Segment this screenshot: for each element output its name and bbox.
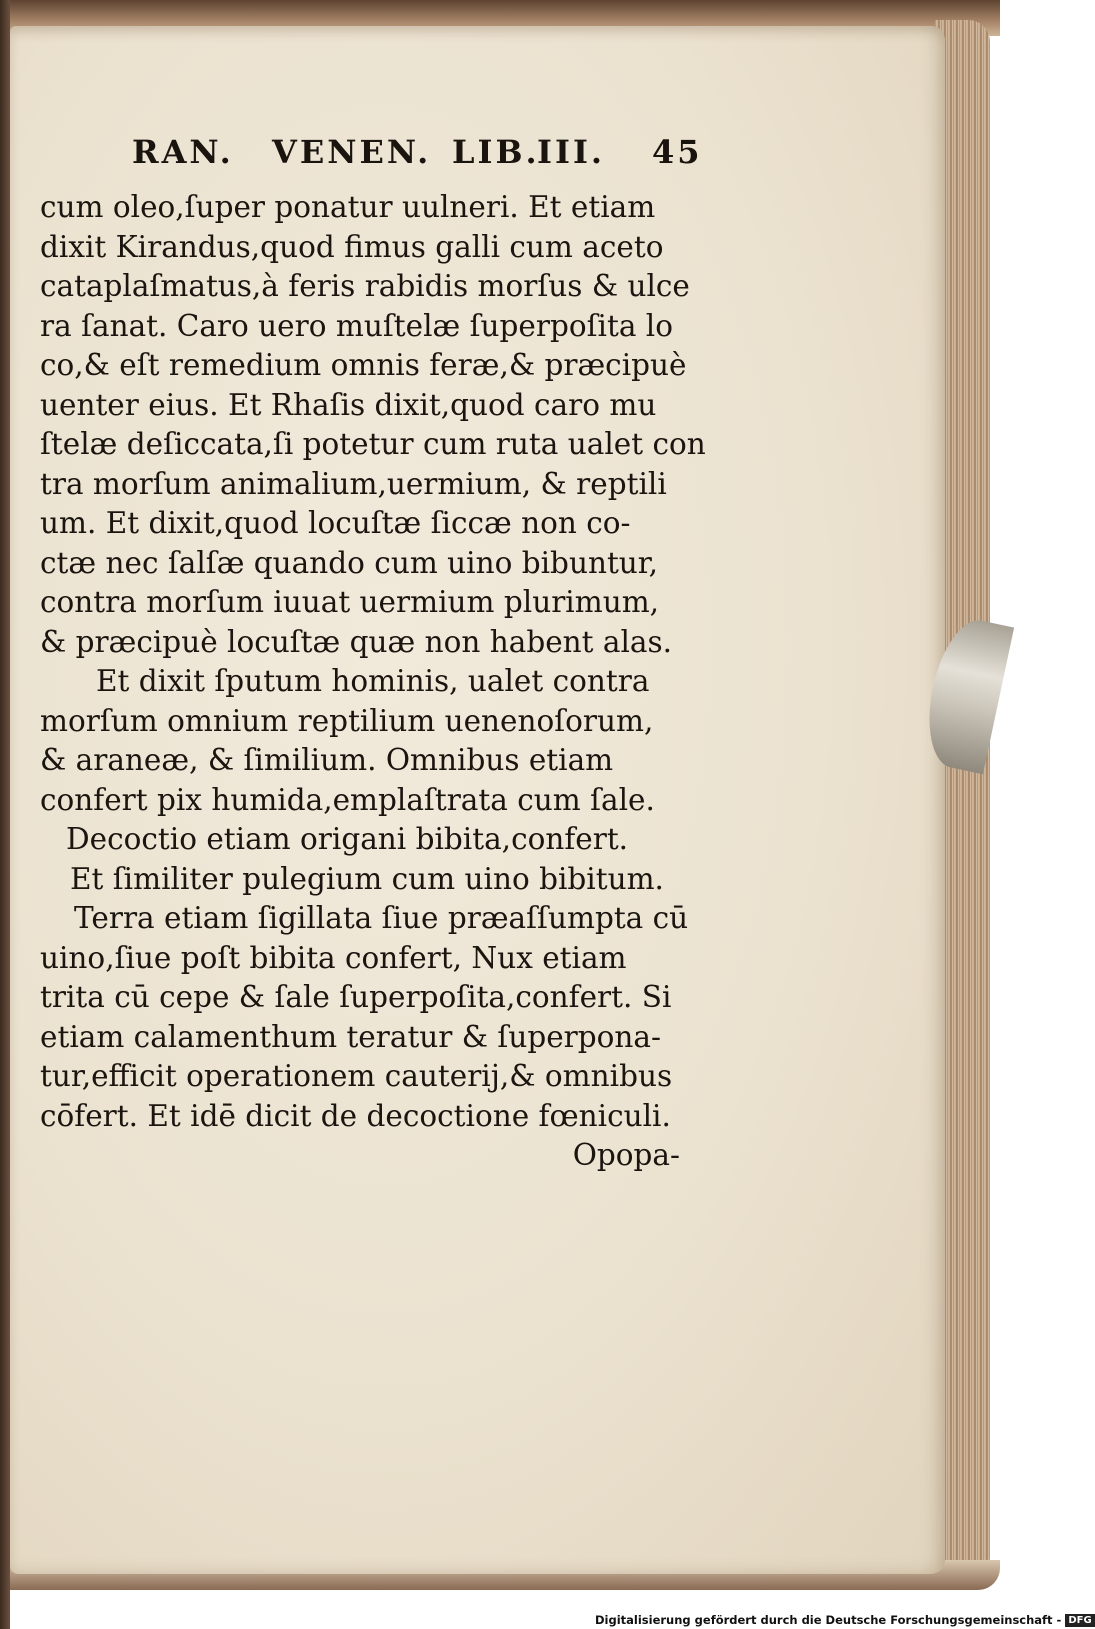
text-line: etiam calamenthum teratur & ſuperpona- [40, 1019, 661, 1054]
text-line: trita cū cepe & ſale ſuperpoſita,confert. Si [40, 980, 672, 1014]
text-line: contra morſum iuuat uermium plurimum, [40, 585, 660, 619]
text-line: ra ſanat. Caro uero muſtelæ ſuperpoſita lo [40, 308, 673, 343]
text-line: cōfert. Et idē dicit de decoctione fœniculi. [40, 1098, 671, 1133]
text-line: & præcipuè locuſtæ quæ non habent alas. [40, 624, 673, 659]
text-line: cataplaſmatus,à feris rabidis morſus & ulce [40, 269, 690, 303]
backdrop [0, 0, 10, 1629]
catchword: Opopa- [572, 1138, 680, 1172]
text-line: Et dixit ſputum hominis, ualet contra [96, 664, 650, 698]
running-header [132, 133, 732, 175]
header-part-3: LIB. [452, 133, 540, 171]
text-line: & araneæ, & ſimilium. Omnibus etiam [40, 743, 614, 777]
text-line: tra morſum animalium,uermium, & reptili [40, 466, 667, 501]
digitization-footer [595, 1611, 1095, 1629]
text-line: um. Et dixit,quod locuſtæ ſiccæ non co- [40, 506, 631, 540]
page-number: 45 [652, 133, 703, 171]
text-line: ctæ nec ſalſæ quando cum uino bibuntur, [40, 545, 659, 580]
text-line: ſtelæ deſiccata,ſi potetur cum ruta ualet con [40, 427, 706, 461]
header-part-4: III. [537, 133, 606, 171]
text-line: uino,ſiue poſt bibita confert, Nux etiam [40, 940, 627, 975]
footer-text: Digitalisierung gefördert durch die Deutsche Forschungsgemeinschaft - [595, 1613, 1062, 1627]
text-line: confert pix humida,emplaſtrata cum ſale. [40, 782, 655, 817]
dfg-logo: DFG [1065, 1614, 1094, 1627]
text-line: uenter eius. Et Rhaſis dixit,quod caro mu [40, 387, 657, 422]
header-part-2: VENEN. [272, 133, 432, 171]
text-line: morſum omnium reptilium uenenoſorum, [40, 703, 654, 738]
text-line: cum oleo,ſuper ponatur uulneri. Et etiam [40, 190, 656, 224]
header-part-1: RAN. [132, 133, 234, 171]
text-line: dixit Kirandus,quod fimus galli cum aceto [40, 229, 664, 264]
text-line: Et ſimiliter pulegium cum uino bibitum. [70, 861, 664, 896]
body-text [40, 188, 720, 1176]
text-line: Terra etiam ſigillata ſiue præaſſumpta cū [74, 901, 689, 935]
text-line: Decoctio etiam origani bibita,confert. [66, 822, 629, 856]
text-line: tur,efficit operationem cauterij,& omnibus [40, 1059, 673, 1093]
text-line: co,& eſt remedium omnis feræ,& præcipuè [40, 348, 687, 382]
